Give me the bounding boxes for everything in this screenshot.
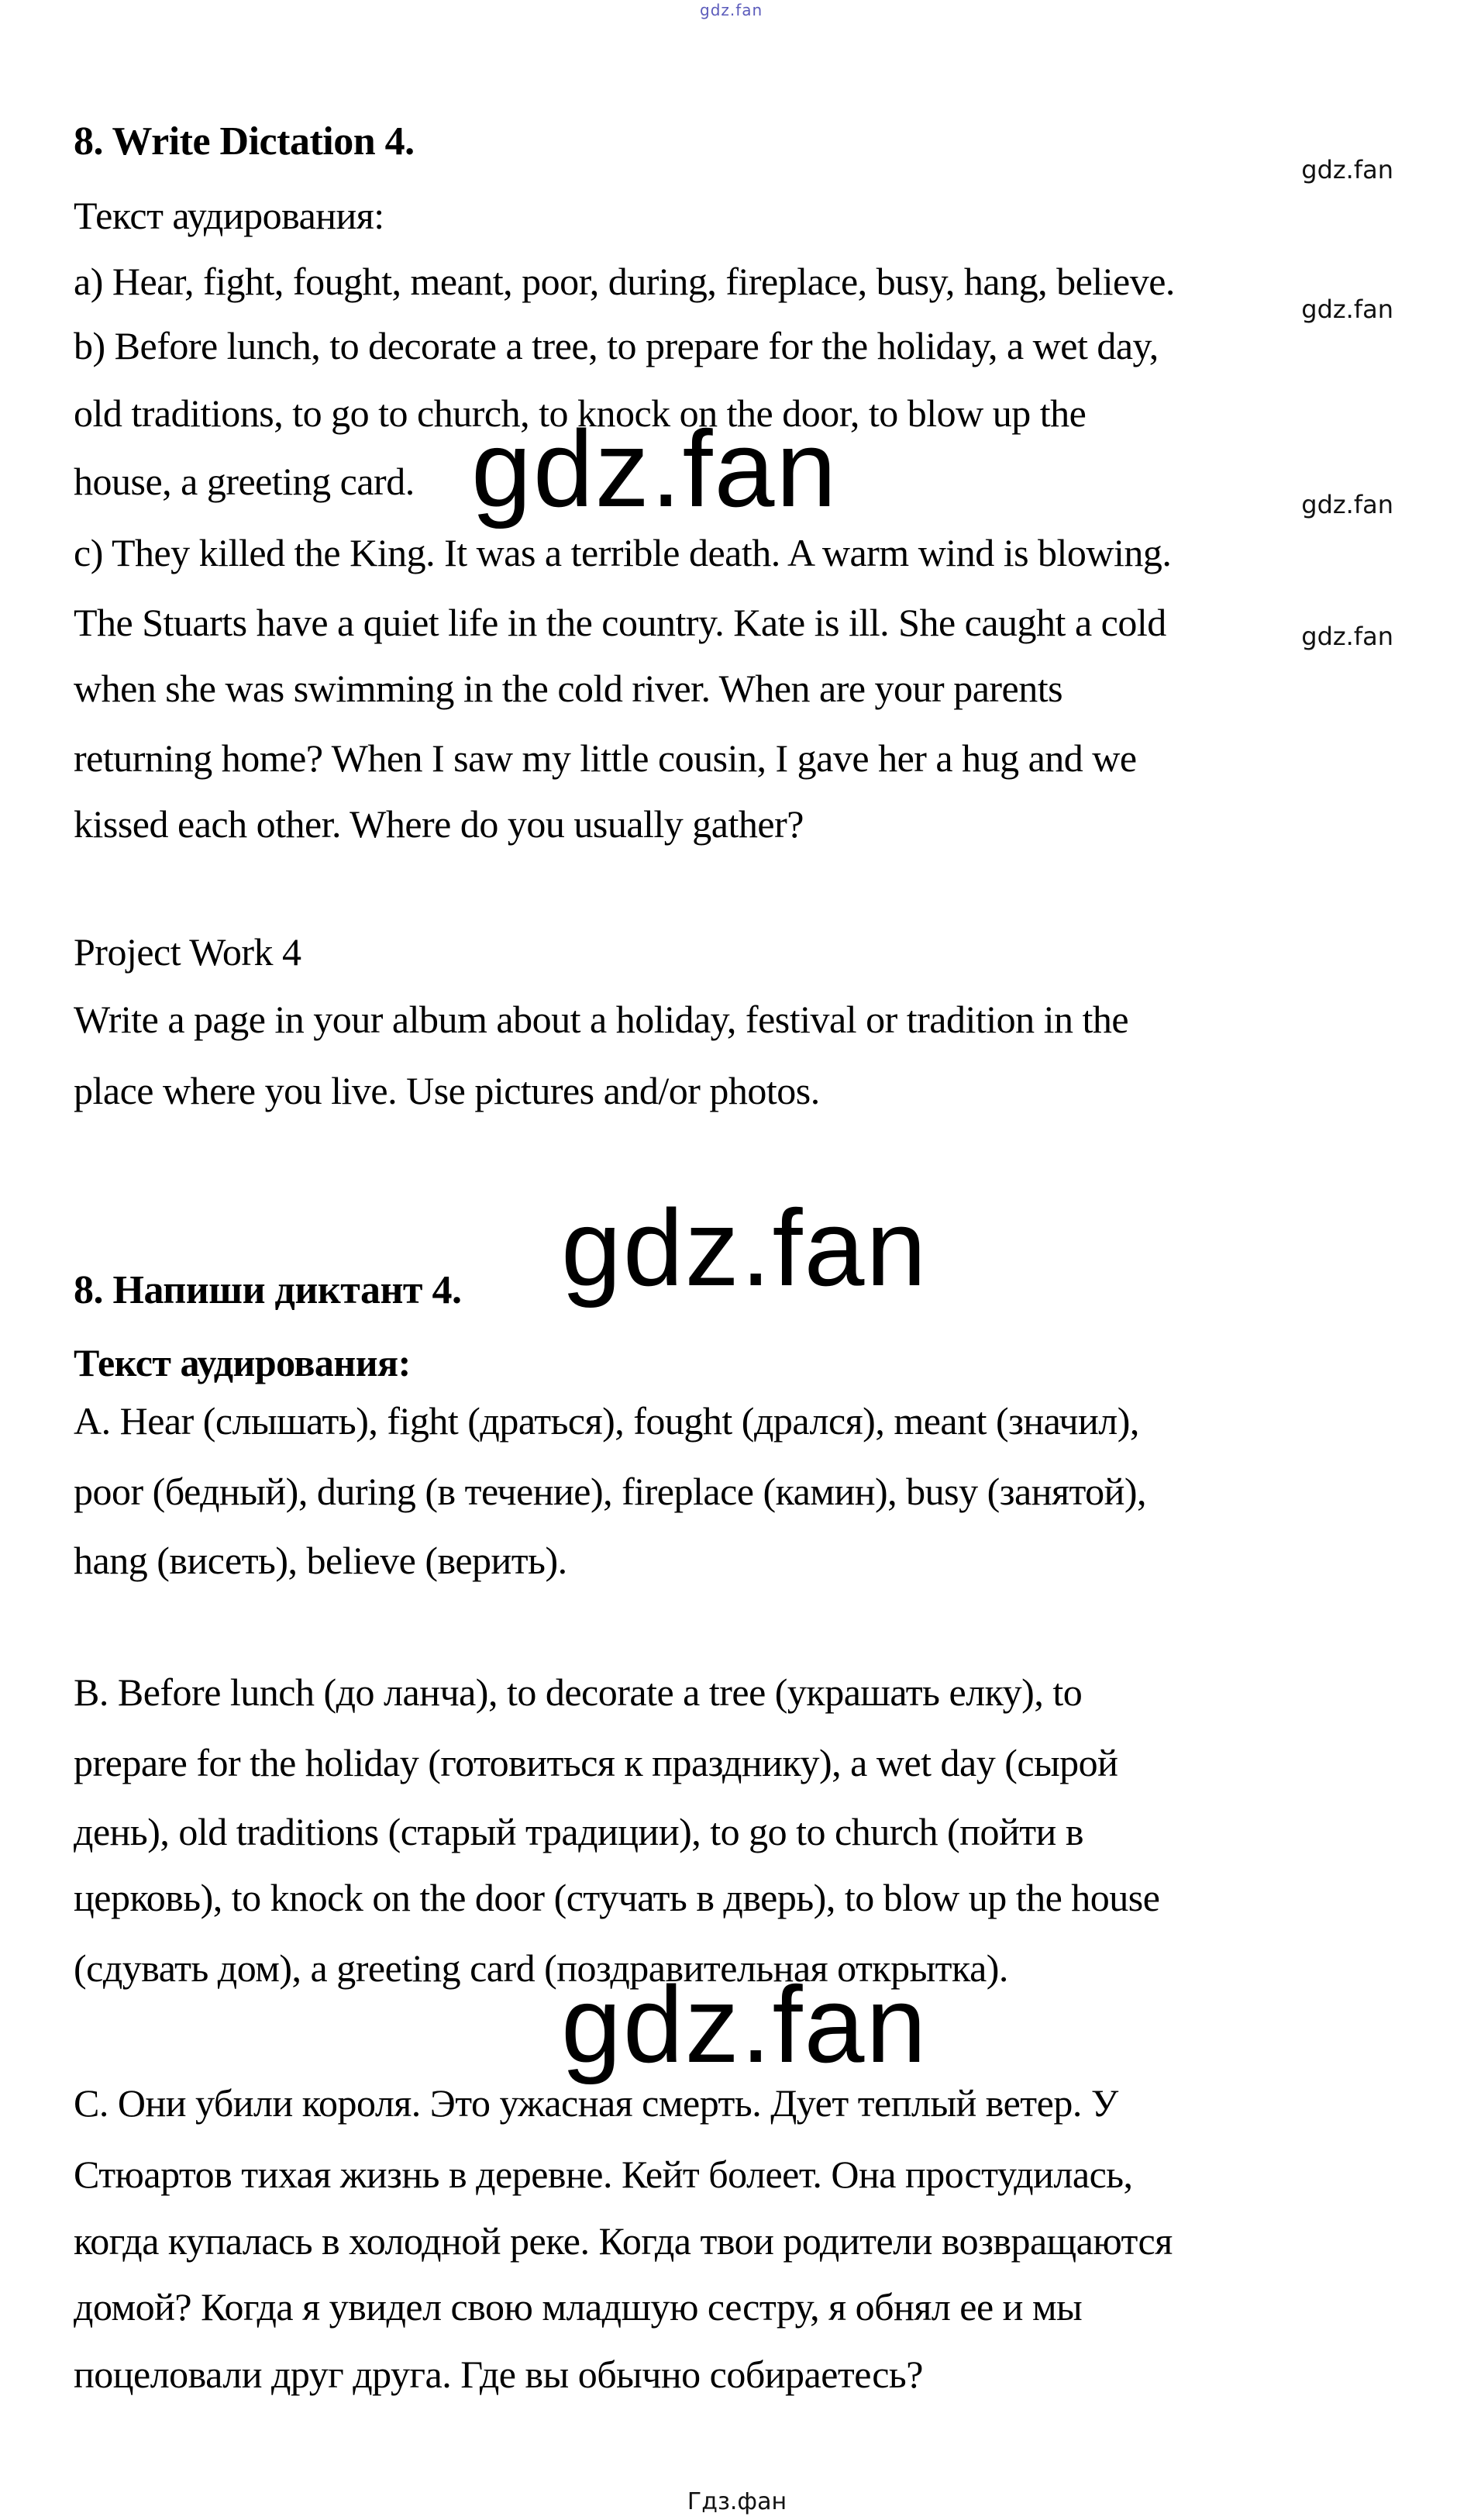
text-line-en-c5: kissed each other. Where do you usually gather?: [74, 802, 804, 846]
gdz-fan-watermark-small: gdz.fan: [1301, 490, 1393, 519]
text-line-en-c2: The Stuarts have a quiet life in the country. Kate is ill. She caught a cold: [74, 601, 1166, 644]
section-ru-subheading: Текст аудирования:: [74, 1341, 411, 1384]
section-ru-heading: 8. Напиши диктант 4.: [74, 1268, 462, 1312]
text-line-ru-b4: церковь), to knock on the door (стучать в дверь), to blow up the house: [74, 1876, 1160, 1919]
gdz-fan-watermark-top: gdz.fan: [700, 1, 763, 19]
project-work-line2: place where you live. Use pictures and/or photos.: [74, 1069, 820, 1112]
text-line-ru-b3: день), old traditions (старый традиции), to go to church (пойти в: [74, 1810, 1083, 1853]
section-en-heading: 8. Write Dictation 4.: [74, 119, 415, 164]
gdz-fan-watermark-small: gdz.fan: [1301, 295, 1393, 324]
gdz-fan-watermark-large: gdz.fan: [471, 408, 839, 529]
text-line-ru-b2: prepare for the holiday (готовиться к празднику), a wet day (сырой: [74, 1741, 1118, 1784]
gdz-fan-watermark-small: gdz.fan: [1301, 155, 1393, 184]
text-line-ru-c2: Стюартов тихая жизнь в деревне. Кейт болеет. Она простудилась,: [74, 2153, 1133, 2196]
text-line-ru-a3: hang (висеть), believe (верить).: [74, 1539, 567, 1582]
text-line-en-b2: old traditions, to go to church, to knock on the door, to blow up the: [74, 391, 1087, 435]
text-line-ru-c5: поцеловали друг друга. Где вы обычно собираетесь?: [74, 2353, 923, 2396]
project-work-line1: Write a page in your album about a holiday, festival or tradition in the: [74, 998, 1129, 1041]
text-line-en-b3: house, a greeting card.: [74, 460, 415, 503]
text-line-en-c3: when she was swimming in the cold river. When are your parents: [74, 667, 1063, 710]
text-line-en-a: a) Hear, fight, fought, meant, poor, during, fireplace, busy, hang, believe.: [74, 260, 1175, 303]
section-en-subheading: Текст аудирования:: [74, 194, 384, 237]
text-line-en-c1: c) They killed the King. It was a terrible death. A warm wind is blowing.: [74, 531, 1172, 574]
text-line-en-b1: b) Before lunch, to decorate a tree, to prepare for the holiday, a wet day,: [74, 324, 1159, 367]
text-line-ru-a1: A. Hear (слышать), fight (драться), fought (дрался), meant (значил),: [74, 1399, 1139, 1443]
text-line-ru-c3: когда купалась в холодной реке. Когда твои родители возвращаются: [74, 2219, 1173, 2263]
text-line-ru-b1: B. Before lunch (до ланча), to decorate a tree (украшать елку), to: [74, 1670, 1083, 1714]
footer-site-label: Гдз.фан: [687, 2488, 787, 2515]
project-work-title: Project Work 4: [74, 930, 301, 974]
text-line-ru-c1: C. Они убили короля. Это ужасная смерть. Дует теплый ветер. У: [74, 2081, 1118, 2125]
text-line-ru-c4: домой? Когда я увидел свою младшую сестру, я обнял ее и мы: [74, 2285, 1083, 2329]
gdz-fan-watermark-large: gdz.fan: [561, 1187, 928, 1308]
gdz-fan-watermark-small: gdz.fan: [1301, 622, 1393, 651]
gdz-fan-watermark-large: gdz.fan: [561, 1963, 928, 2085]
text-line-ru-a2: poor (бедный), during (в течение), fireplace (камин), busy (занятой),: [74, 1470, 1147, 1513]
text-line-ru-b5: (сдувать дом), a greeting card (поздравительная открытка).: [74, 1946, 1008, 1990]
text-line-en-c4: returning home? When I saw my little cousin, I gave her a hug and we: [74, 736, 1137, 780]
